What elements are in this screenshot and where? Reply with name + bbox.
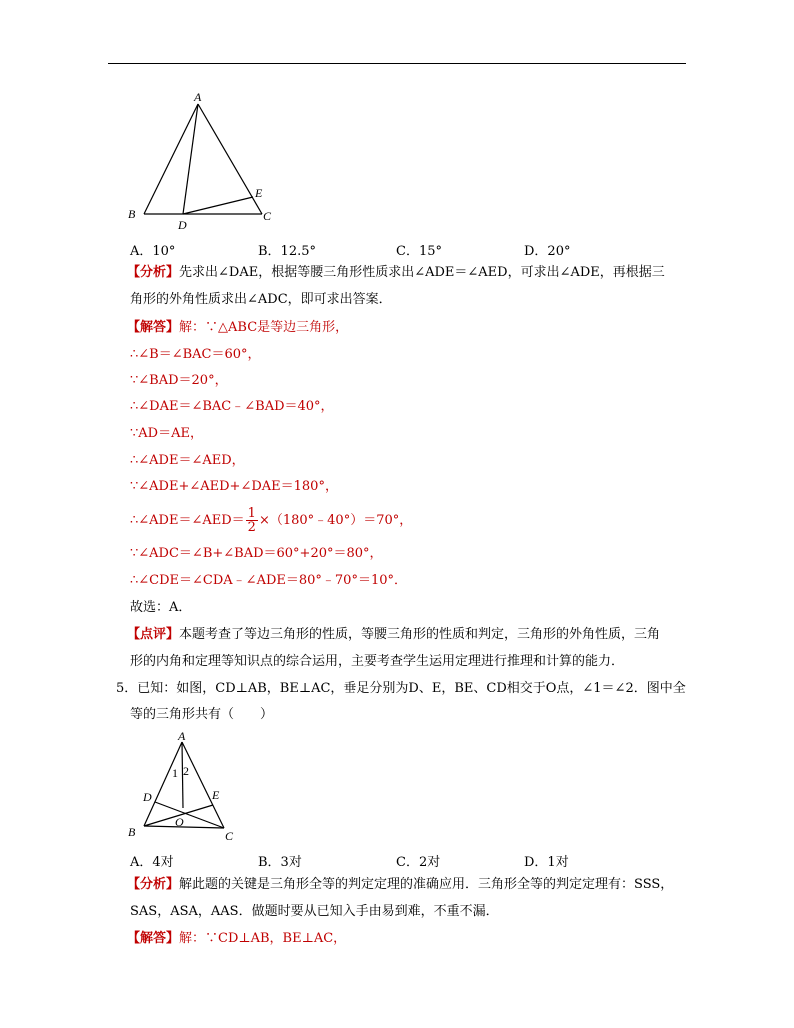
q5-question-line-2: 等的三角形共有（ ） <box>130 707 274 722</box>
q4-step-6: ∵∠ADE+∠AED+∠DAE＝180°， <box>130 479 338 494</box>
q4-step-8: ∵∠ADC＝∠B+∠BAD＝60°+20°＝80°， <box>130 546 383 561</box>
q4-solution-head <box>127 318 348 338</box>
triangle-figure-2 <box>124 728 244 850</box>
comment-tag: 【点评】 <box>127 627 180 642</box>
q5-option-b: B．3对 <box>258 855 302 870</box>
q5-solution-head <box>127 929 346 949</box>
analysis-tag: 【分析】 <box>127 877 180 892</box>
q4-step-5: ∴∠ADE＝∠AED， <box>130 453 245 468</box>
triangle-figure-1 <box>120 88 290 237</box>
label-E: E <box>255 186 263 200</box>
q4-comment-line-1 <box>127 625 660 645</box>
fraction-prefix: ∴∠ADE＝∠AED＝ <box>130 513 245 528</box>
q4-step-4: ∵AD＝AE， <box>130 426 203 441</box>
fraction-denominator: 2 <box>247 520 256 535</box>
analysis-text: 解此题的关键是三角形全等的判定定理的准确应用．三角形全等的判定定理有：SSS， <box>179 877 674 892</box>
q4-option-a: A．10° <box>130 244 176 259</box>
q4-step-9: ∴∠CDE＝∠CDA﹣∠ADE＝80°﹣70°＝10°． <box>130 573 407 588</box>
q4-step-3: ∴∠DAE＝∠BAC﹣∠BAD＝40°， <box>130 399 334 414</box>
analysis-tag: 【分析】 <box>127 265 180 280</box>
solution-tag: 【解答】 <box>127 931 180 946</box>
q4-comment-line-2: 形的内角和定理等知识点的综合运用，主要考查学生运用定理进行推理和计算的能力． <box>130 654 625 669</box>
q4-step-1: ∴∠B＝∠BAC＝60°， <box>130 347 261 362</box>
q4-analysis-line-1 <box>127 263 665 283</box>
q4-choice: 故选：A． <box>130 600 192 615</box>
fraction-numerator: 1 <box>247 506 256 521</box>
q4-option-d: D．20° <box>524 244 571 259</box>
label-O: O <box>175 815 184 829</box>
analysis-text: 先求出∠DAE，根据等腰三角形性质求出∠ADE＝∠AED，可求出∠ADE，再根据三 <box>179 265 665 280</box>
header-rule <box>108 63 686 64</box>
fraction-one-half <box>246 507 258 534</box>
q4-analysis-line-2: 角形的外角性质求出∠ADC，即可求出答案． <box>130 292 392 307</box>
q5-analysis-line-1 <box>127 875 673 895</box>
q5-question-line-1: 5．已知：如图，CD⊥AB，BE⊥AC，垂足分别为D、E，BE、CD相交于O点，∠1＝∠2．图中全 <box>116 681 686 696</box>
label-D: D <box>143 790 152 804</box>
label-D: D <box>178 218 187 232</box>
label-E: E <box>212 788 220 802</box>
q5-analysis-line-2: SAS，ASA，AAS．做题时要从已知入手由易到难，不重不漏． <box>130 904 499 919</box>
label-B: B <box>128 207 136 221</box>
q4-step-fraction <box>130 506 412 536</box>
angle-1-label: 1 <box>172 766 178 780</box>
angle-2-label: 2 <box>183 764 189 778</box>
q5-option-a: A．4对 <box>130 855 174 870</box>
solution-head-text: 解：∵CD⊥AB，BE⊥AC， <box>179 931 347 946</box>
q5-option-d: D．1对 <box>524 855 569 870</box>
q4-step-2: ∵∠BAD＝20°， <box>130 373 228 388</box>
q5-option-c: C．2对 <box>396 855 441 870</box>
label-A: A <box>194 90 202 104</box>
label-C: C <box>225 829 234 843</box>
label-C: C <box>263 209 272 223</box>
q4-option-c: C．15° <box>396 244 442 259</box>
comment-text: 本题考查了等边三角形的性质，等腰三角形的性质和判定，三角形的外角性质，三角 <box>179 627 661 642</box>
fraction-suffix: ×（180°﹣40°）＝70°， <box>258 513 413 528</box>
solution-tag: 【解答】 <box>127 320 180 335</box>
q4-option-b: B．12.5° <box>258 244 316 259</box>
label-B: B <box>128 825 136 839</box>
solution-head-text: 解：∵△ABC是等边三角形， <box>179 320 349 335</box>
label-A: A <box>178 729 186 743</box>
